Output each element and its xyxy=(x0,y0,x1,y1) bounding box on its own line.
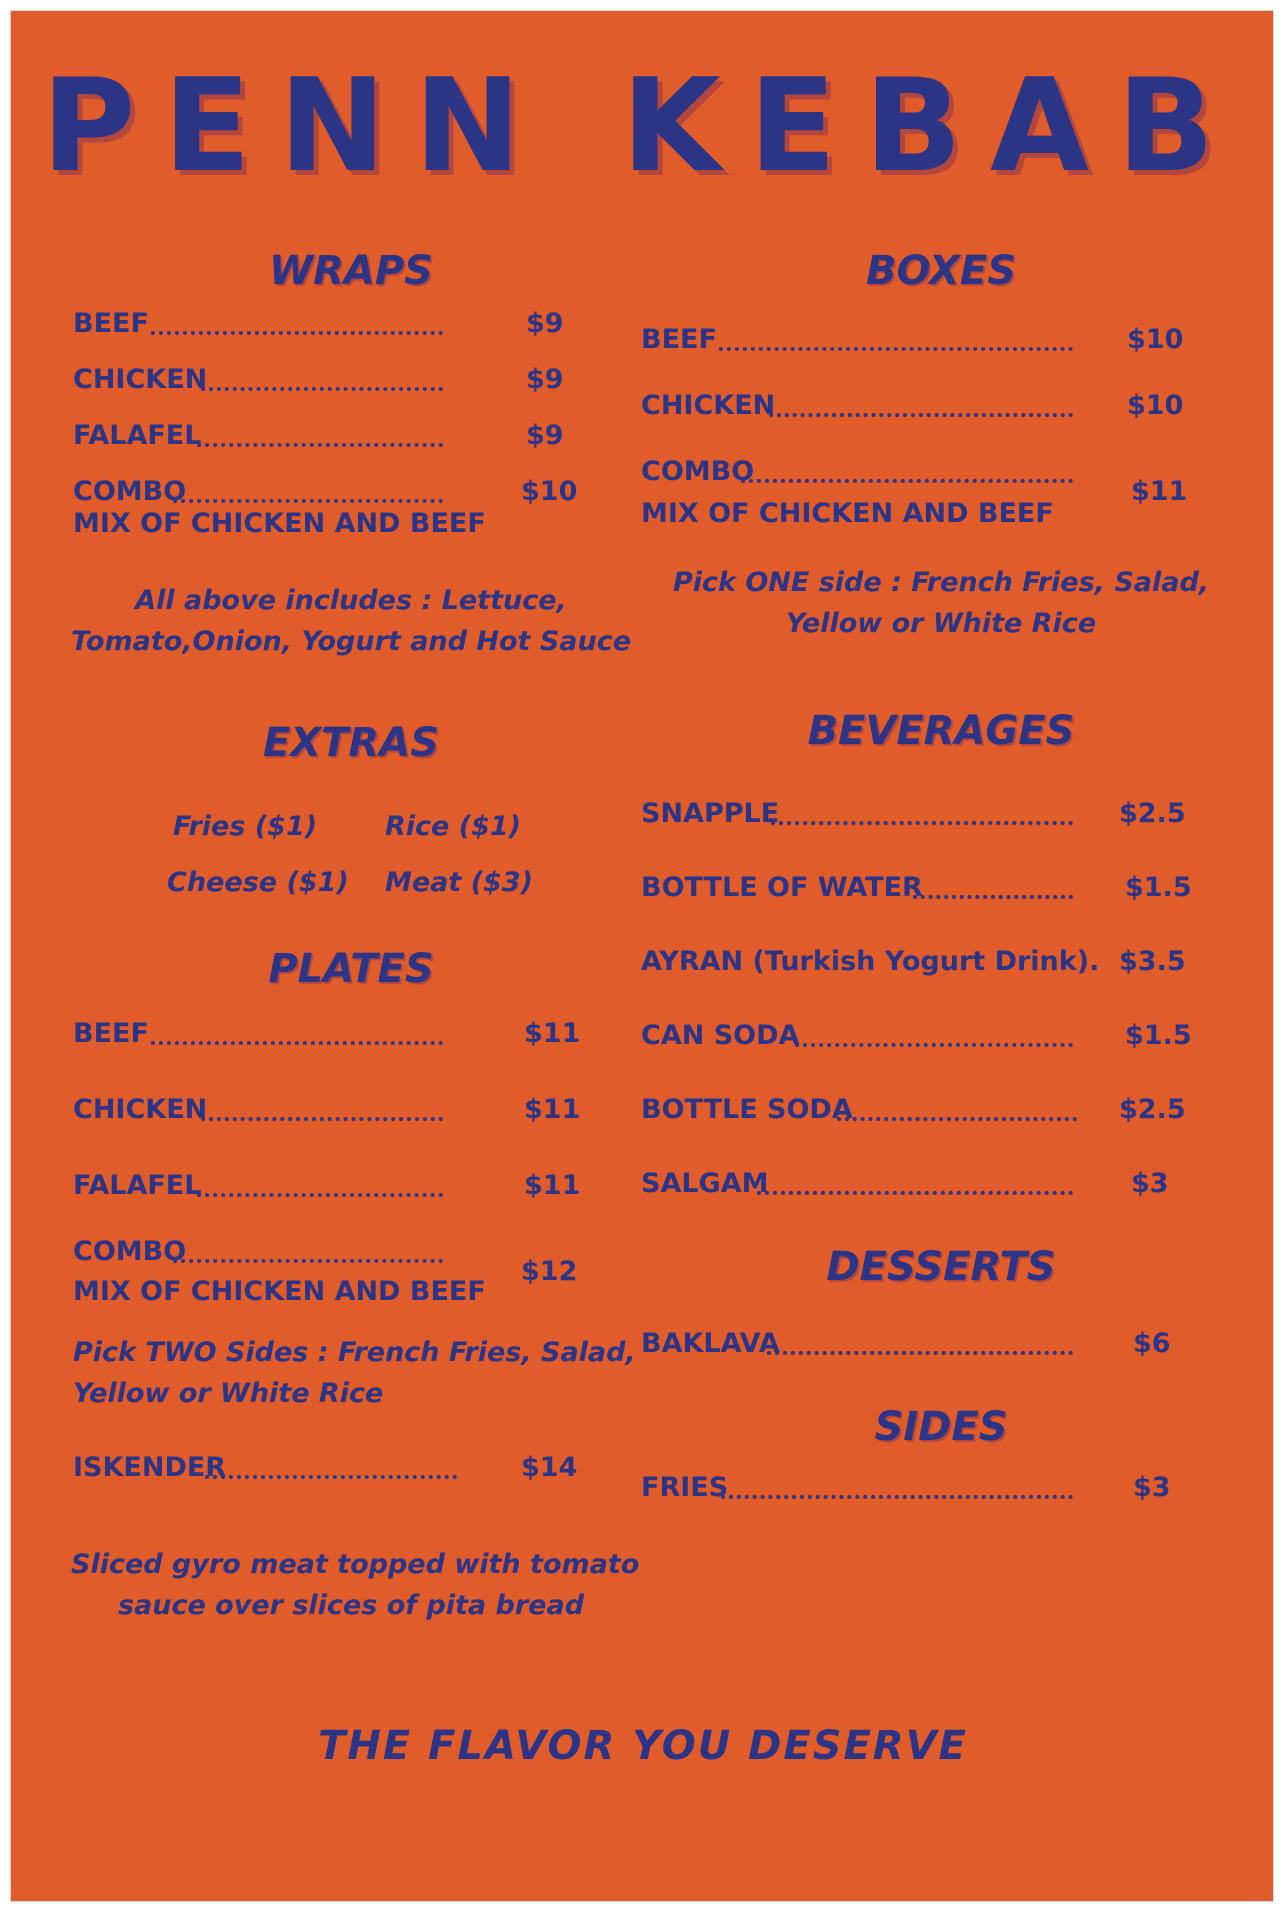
leader-dots xyxy=(721,1495,1073,1499)
menu-item-plates-chicken xyxy=(73,1093,443,1127)
item-name: BEEF xyxy=(73,1018,149,1049)
item-name: BEEF xyxy=(73,308,149,339)
leader-dots xyxy=(741,479,1073,483)
menu-item-plates-combo xyxy=(73,1235,443,1269)
item-price: $11 xyxy=(1131,476,1188,507)
item-description: MIX OF CHICKEN AND BEEF xyxy=(73,508,486,539)
item-price: $12 xyxy=(521,1256,578,1287)
boxes-note xyxy=(661,563,1221,644)
menu-item-iskender xyxy=(73,1451,457,1485)
iskender-description xyxy=(71,1545,640,1626)
leader-dots xyxy=(197,1193,443,1197)
extra-item: Cheese ($1) xyxy=(167,867,349,898)
menu-item-plates-beef xyxy=(73,1017,443,1051)
leader-dots xyxy=(173,499,443,503)
menu-item-snapple xyxy=(641,797,1073,831)
extra-item: Rice ($1) xyxy=(385,811,522,842)
menu-page xyxy=(10,10,1274,1902)
menu-item-can-soda xyxy=(641,1019,1073,1053)
item-name: FALAFEL xyxy=(73,420,202,451)
section-heading-boxes: BOXES xyxy=(865,248,1017,294)
leader-dots xyxy=(757,1191,1073,1195)
menu-item-boxes-combo xyxy=(641,455,1073,489)
menu-item-boxes-chicken xyxy=(641,389,1073,423)
item-name: COMBO xyxy=(73,1236,187,1267)
item-price: $11 xyxy=(524,1094,581,1125)
item-name: SNAPPLE xyxy=(641,798,780,829)
item-name: SALGAM xyxy=(641,1168,769,1199)
note-line: Yellow or White Rice xyxy=(73,1377,384,1409)
leader-dots xyxy=(837,1117,1077,1121)
menu-item-plates-falafel xyxy=(73,1169,443,1203)
item-price: $9 xyxy=(526,420,564,451)
menu-item-ayran xyxy=(641,945,1099,979)
item-name: CAN SODA xyxy=(641,1020,800,1051)
extra-item: Meat ($3) xyxy=(385,867,533,898)
item-name: AYRAN (Turkish Yogurt Drink). xyxy=(641,946,1100,977)
menu-item-salgam xyxy=(641,1167,1073,1201)
note-line: Yellow or White Rice xyxy=(785,607,1097,639)
item-price: $10 xyxy=(1127,390,1184,421)
item-price: $11 xyxy=(524,1018,581,1049)
restaurant-name: PENN KEBAB xyxy=(41,52,1243,201)
note-line: Pick ONE side : French Fries, Salad, xyxy=(672,567,1210,598)
item-name: CHICKEN xyxy=(73,1094,208,1125)
leader-dots xyxy=(197,443,443,447)
item-price: $2.5 xyxy=(1119,1094,1186,1125)
menu-item-fries xyxy=(641,1471,1073,1505)
section-heading-beverages: BEVERAGES xyxy=(807,708,1075,754)
leader-dots xyxy=(795,1043,1073,1047)
item-description: MIX OF CHICKEN AND BEEF xyxy=(73,1276,486,1307)
item-name: FALAFEL xyxy=(73,1170,202,1201)
item-description: MIX OF CHICKEN AND BEEF xyxy=(641,498,1054,529)
item-price: $11 xyxy=(524,1170,581,1201)
plates-note xyxy=(73,1333,636,1414)
item-name: COMBO xyxy=(641,456,755,487)
note-line: sauce over slices of pita bread xyxy=(117,1589,585,1621)
item-name: BOTTLE OF WATER xyxy=(641,872,923,903)
item-price: $9 xyxy=(526,308,564,339)
item-name: COMBO xyxy=(73,476,187,507)
note-line: Tomato,Onion, Yogurt and Hot Sauce xyxy=(71,625,632,657)
note-line: Pick TWO Sides : French Fries, Salad, xyxy=(73,1337,636,1368)
item-name: ISKENDER xyxy=(73,1452,227,1483)
leader-dots xyxy=(719,347,1073,351)
item-name: CHICKEN xyxy=(73,364,208,395)
menu-item-wraps-falafel xyxy=(73,419,443,453)
item-price: $3 xyxy=(1131,1168,1169,1199)
section-heading-sides: SIDES xyxy=(874,1404,1008,1450)
menu-item-wraps-combo xyxy=(73,475,443,509)
menu-item-bottle-soda xyxy=(641,1093,1077,1127)
item-price: $14 xyxy=(521,1452,578,1483)
item-price: $1.5 xyxy=(1125,1020,1192,1051)
leader-dots xyxy=(771,821,1073,825)
leader-dots xyxy=(205,1475,457,1479)
leader-dots xyxy=(769,413,1073,417)
leader-dots xyxy=(201,1117,443,1121)
item-price: $10 xyxy=(1127,324,1184,355)
item-price: $1.5 xyxy=(1125,872,1192,903)
item-name: BAKLAVA xyxy=(641,1328,780,1359)
section-heading-plates: PLATES xyxy=(268,946,434,992)
item-name: CHICKEN xyxy=(641,390,776,421)
tagline: THE FLAVOR YOU DESERVE xyxy=(318,1723,968,1769)
section-heading-extras: EXTRAS xyxy=(262,720,439,766)
extra-item: Fries ($1) xyxy=(173,811,318,842)
item-price: $2.5 xyxy=(1119,798,1186,829)
leader-dots xyxy=(173,1259,443,1263)
item-name: BOTTLE SODA xyxy=(641,1094,853,1125)
leader-dots xyxy=(913,895,1073,899)
item-name: FRIES xyxy=(641,1472,729,1503)
leader-dots xyxy=(151,331,443,335)
item-name: BEEF xyxy=(641,324,717,355)
item-price: $6 xyxy=(1133,1328,1171,1359)
item-price: $3.5 xyxy=(1119,946,1186,977)
menu-item-boxes-beef xyxy=(641,323,1073,357)
menu-item-wraps-chicken xyxy=(73,363,443,397)
wraps-note xyxy=(71,581,631,662)
note-line: Sliced gyro meat topped with tomato xyxy=(71,1549,640,1580)
leader-dots xyxy=(767,1351,1073,1355)
item-price: $10 xyxy=(521,476,578,507)
item-price: $3 xyxy=(1133,1472,1171,1503)
menu-item-bottle-of-water xyxy=(641,871,1073,905)
menu-item-wraps-beef xyxy=(73,307,443,341)
section-heading-wraps: WRAPS xyxy=(268,248,433,294)
note-line: All above includes : Lettuce, xyxy=(135,585,567,616)
item-price: $9 xyxy=(526,364,564,395)
menu-item-baklava xyxy=(641,1327,1073,1361)
leader-dots xyxy=(151,1041,443,1045)
leader-dots xyxy=(201,387,443,391)
section-heading-desserts: DESSERTS xyxy=(826,1244,1056,1290)
